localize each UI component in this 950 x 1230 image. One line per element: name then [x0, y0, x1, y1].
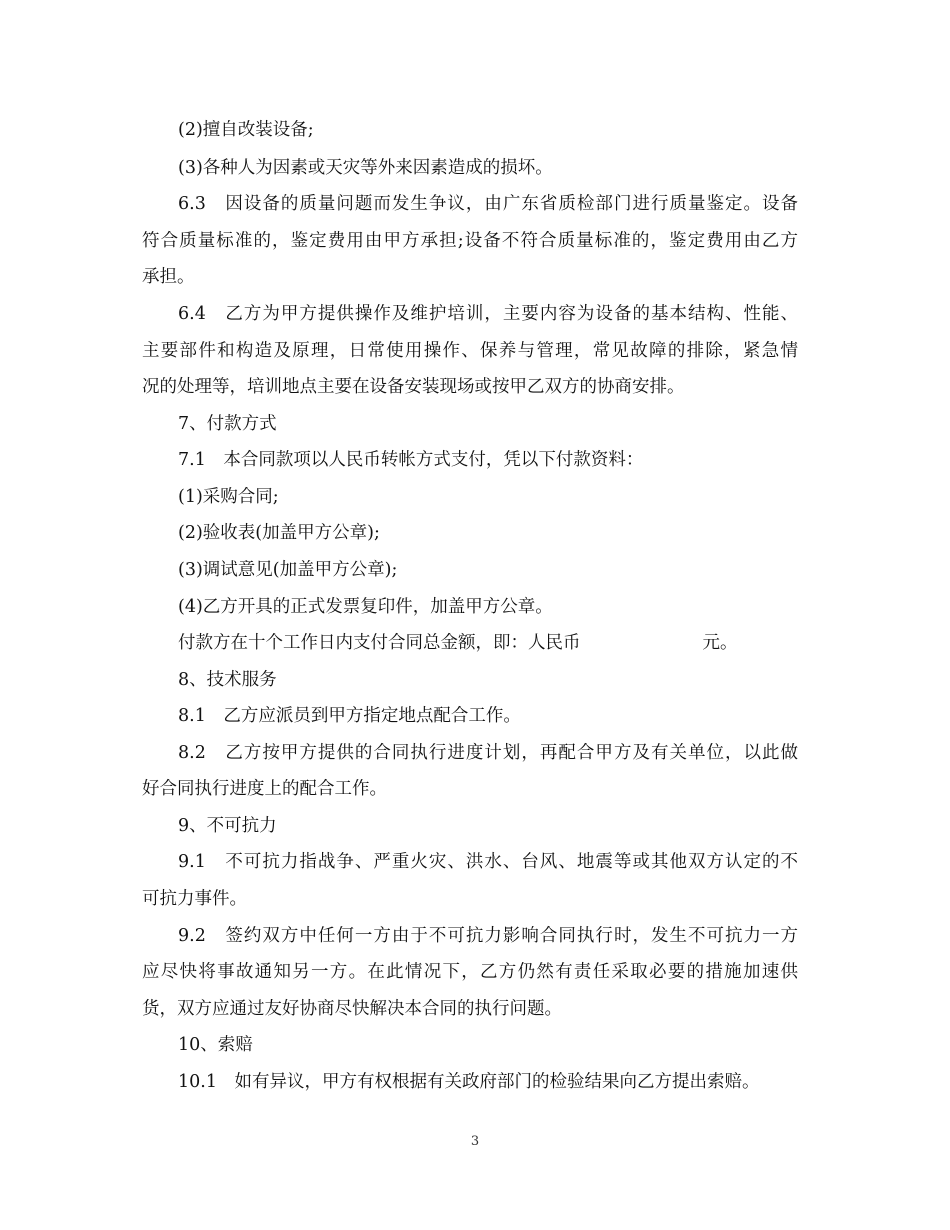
clause-6-3: 6.3 因设备的质量问题而发生争议，由广东省质检部门进行质量鉴定。设备	[178, 194, 798, 214]
list-item: (3)调试意见(加盖甲方公章);	[178, 560, 398, 580]
page-number: 3	[470, 1134, 480, 1149]
section-heading: 8、技术服务	[178, 670, 277, 690]
clause-9-2: 9.2 签约双方中任何一方由于不可抗力影响合同执行时，发生不可抗力一方	[178, 926, 798, 946]
list-item: (4)乙方开具的正式发票复印件，加盖甲方公章。	[178, 597, 553, 617]
section-heading: 7、付款方式	[178, 414, 277, 434]
clause-10-1: 10.1 如有异议，甲方有权根据有关政府部门的检验结果向乙方提出索赔。	[178, 1072, 760, 1092]
clause-9-2-end: 货，双方应通过友好协商尽快解决本合同的执行问题。	[142, 999, 562, 1019]
section-heading: 9、不可抗力	[178, 816, 277, 836]
list-item: (2)验收表(加盖甲方公章);	[178, 523, 380, 543]
list-item: (1)采购合同;	[178, 487, 279, 507]
clause-9-1: 9.1 不可抗力指战争、严重火灾、洪水、台风、地震等或其他双方认定的不	[178, 852, 798, 872]
clause-6-3-cont: 符合质量标准的，鉴定费用由甲方承担;设备不符合质量标准的，鉴定费用由乙方	[142, 231, 798, 251]
clause-8-1: 8.1 乙方应派员到甲方指定地点配合工作。	[178, 706, 521, 726]
section-heading: 10、索赔	[178, 1035, 253, 1055]
clause-8-2: 8.2 乙方按甲方提供的合同执行进度计划，再配合甲方及有关单位，以此做	[178, 743, 798, 763]
payment-text: 付款方在十个工作日内支付合同总金额，即：人民币	[178, 633, 581, 653]
clause-9-1-end: 可抗力事件。	[142, 889, 247, 909]
clause-6-4-end: 况的处理等，培训地点主要在设备安装现场或按甲乙双方的协商安排。	[142, 377, 685, 397]
currency-unit: 元。	[702, 633, 738, 653]
clause-7-1: 7.1 本合同款项以人民币转帐方式支付，凭以下付款资料：	[178, 450, 644, 470]
payment-line	[178, 631, 738, 655]
clause-9-2-cont: 应尽快将事故通知另一方。在此情况下，乙方仍然有责任采取必要的措施加速供	[142, 962, 798, 982]
clause-6-4-cont: 主要部件和构造及原理，日常使用操作、保养与管理，常见故障的排除，紧急情	[142, 341, 798, 361]
clause-8-2-end: 好合同执行进度上的配合工作。	[142, 779, 387, 799]
list-item: (2)擅自改装设备;	[178, 120, 314, 140]
clause-6-3-end: 承担。	[142, 267, 195, 287]
clause-6-4: 6.4 乙方为甲方提供操作及维护培训，主要内容为设备的基本结构、性能、	[178, 304, 798, 324]
list-item: (3)各种人为因素或天灾等外来因素造成的损坏。	[178, 158, 553, 178]
